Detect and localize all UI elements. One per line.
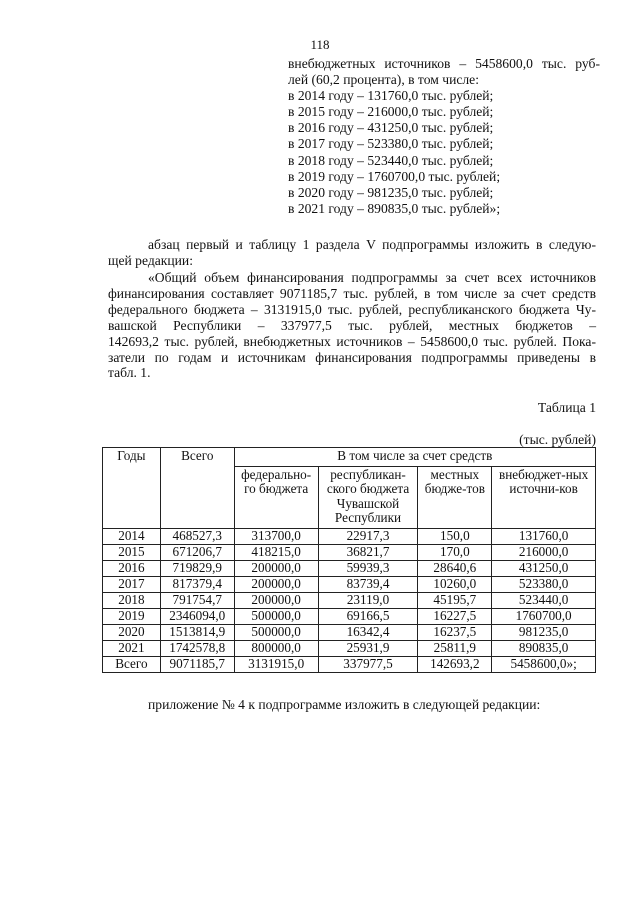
table-cell: 36821,7 (318, 544, 418, 560)
table-row (103, 624, 596, 640)
table-cell: 671206,7 (160, 544, 234, 560)
closing-paragraph: приложение № 4 к подпрограмме изложить в следующей редакции: (148, 697, 541, 712)
header-sources-group: В том числе за счет средств (234, 448, 595, 467)
cell-year: Всего (103, 656, 161, 672)
text-line: в 2020 году – 981235,0 тыс. рублей; (288, 184, 494, 200)
table-cell: 981235,0 (492, 624, 596, 640)
table-row (103, 560, 596, 576)
table-cell: 59939,3 (318, 560, 418, 576)
table-cell: 45195,7 (418, 592, 492, 608)
text-line: в 2015 году – 216000,0 тыс. рублей; (288, 104, 494, 120)
table-cell: 142693,2 (418, 656, 492, 672)
table-row (103, 608, 596, 624)
text-line: в 2018 году – 523440,0 тыс. рублей; (288, 152, 494, 168)
table-cell: 719829,9 (160, 560, 234, 576)
text-line: 142693,2 тыс. рублей, внебюджетных источников – 5458600,0 тыс. рублей. Пока- (108, 333, 596, 349)
text-line: финансирования составляет 9071185,7 тыс. рублей, в том числе за счет средств (108, 285, 596, 301)
table-row (103, 544, 596, 560)
table-row (103, 592, 596, 608)
table-cell: 150,0 (418, 528, 492, 544)
text-line: затели по годам и источникам финансирования подпрограммы приведены в (108, 349, 596, 365)
table-header-row (103, 448, 596, 467)
table-cell: 468527,3 (160, 528, 234, 544)
table-cell: 431250,0 (492, 560, 596, 576)
table-cell: 16342,4 (318, 624, 418, 640)
text-line: лей (60,2 процента), в том числе: (288, 72, 479, 88)
text-line: федерального бюджета – 3131915,0 тыс. рублей, республиканского бюджета Чу- (108, 301, 596, 317)
table-cell: 418215,0 (234, 544, 318, 560)
table-cell: 2346094,0 (160, 608, 234, 624)
table-cell: 200000,0 (234, 576, 318, 592)
text-line: «Общий объем финансирования подпрограммы за счет всех источников (148, 270, 596, 285)
table-cell: 200000,0 (234, 592, 318, 608)
text-line: в 2014 году – 131760,0 тыс. рублей; (288, 88, 494, 104)
table-cell: 1760700,0 (492, 608, 596, 624)
table-cell: 16237,5 (418, 624, 492, 640)
table-cell: 523440,0 (492, 592, 596, 608)
text-line: щей редакции: (108, 252, 193, 268)
header-years: Годы (103, 448, 161, 529)
text-line: в 2016 году – 431250,0 тыс. рублей; (288, 120, 494, 136)
page-number: 118 (310, 37, 330, 52)
text-line: внебюджетных источников – 5458600,0 тыс. руб- (288, 56, 600, 71)
header-local: местных бюдже-тов (418, 466, 492, 528)
table-cell: 16227,5 (418, 608, 492, 624)
financing-paragraph (108, 270, 596, 381)
table-cell: 10260,0 (418, 576, 492, 592)
cell-year: 2019 (103, 608, 161, 624)
table-cell: 1513814,9 (160, 624, 234, 640)
table-cell: 313700,0 (234, 528, 318, 544)
text-line: в 2021 году – 890835,0 тыс. рублей»; (288, 200, 501, 216)
header-total: Всего (160, 448, 234, 529)
table-cell: 9071185,7 (160, 656, 234, 672)
funding-by-year-block (288, 56, 600, 217)
text-line: в 2017 году – 523380,0 тыс. рублей; (288, 136, 494, 152)
table-cell: 791754,7 (160, 592, 234, 608)
financing-table (102, 447, 596, 673)
cell-year: 2017 (103, 576, 161, 592)
table-cell: 817379,4 (160, 576, 234, 592)
table-cell: 800000,0 (234, 640, 318, 656)
table-cell: 28640,6 (418, 560, 492, 576)
text-line: абзац первый и таблицу 1 раздела V подпрограммы изложить в следую- (148, 237, 596, 252)
text-line: табл. 1. (108, 365, 151, 381)
table-cell: 5458600,0»; (492, 656, 596, 672)
table-cell: 23119,0 (318, 592, 418, 608)
table-cell: 3131915,0 (234, 656, 318, 672)
table-cell: 83739,4 (318, 576, 418, 592)
text-line: вашской Республики – 337977,5 тыс. рублей, местных бюджетов – (108, 317, 596, 333)
header-republic: республикан-ского бюджета Чувашской Республики (318, 466, 418, 528)
header-federal: федерально-го бюджета (234, 466, 318, 528)
text-line: в 2019 году – 1760700,0 тыс. рублей; (288, 168, 501, 184)
table-cell: 523380,0 (492, 576, 596, 592)
table-cell: 216000,0 (492, 544, 596, 560)
table-cell: 337977,5 (318, 656, 418, 672)
header-extrabudgetary: внебюджет-ных источни-ков (492, 466, 596, 528)
table-cell: 500000,0 (234, 624, 318, 640)
table-row (103, 576, 596, 592)
table-cell: 500000,0 (234, 608, 318, 624)
table-cell: 25931,9 (318, 640, 418, 656)
cell-year: 2018 (103, 592, 161, 608)
table-cell: 131760,0 (492, 528, 596, 544)
table-cell: 170,0 (418, 544, 492, 560)
cell-year: 2020 (103, 624, 161, 640)
cell-year: 2015 (103, 544, 161, 560)
cell-year: 2021 (103, 640, 161, 656)
table-cell: 22917,3 (318, 528, 418, 544)
table-caption: Таблица 1 (537, 400, 596, 415)
table-row (103, 640, 596, 656)
cell-year: 2016 (103, 560, 161, 576)
table-row (103, 656, 596, 672)
table-units: (тыс. рублей) (519, 432, 596, 447)
table-cell: 890835,0 (492, 640, 596, 656)
table-cell: 1742578,8 (160, 640, 234, 656)
table-cell: 200000,0 (234, 560, 318, 576)
cell-year: 2014 (103, 528, 161, 544)
table-row (103, 528, 596, 544)
table-cell: 25811,9 (418, 640, 492, 656)
table-cell: 69166,5 (318, 608, 418, 624)
amendment-paragraph (108, 237, 596, 269)
